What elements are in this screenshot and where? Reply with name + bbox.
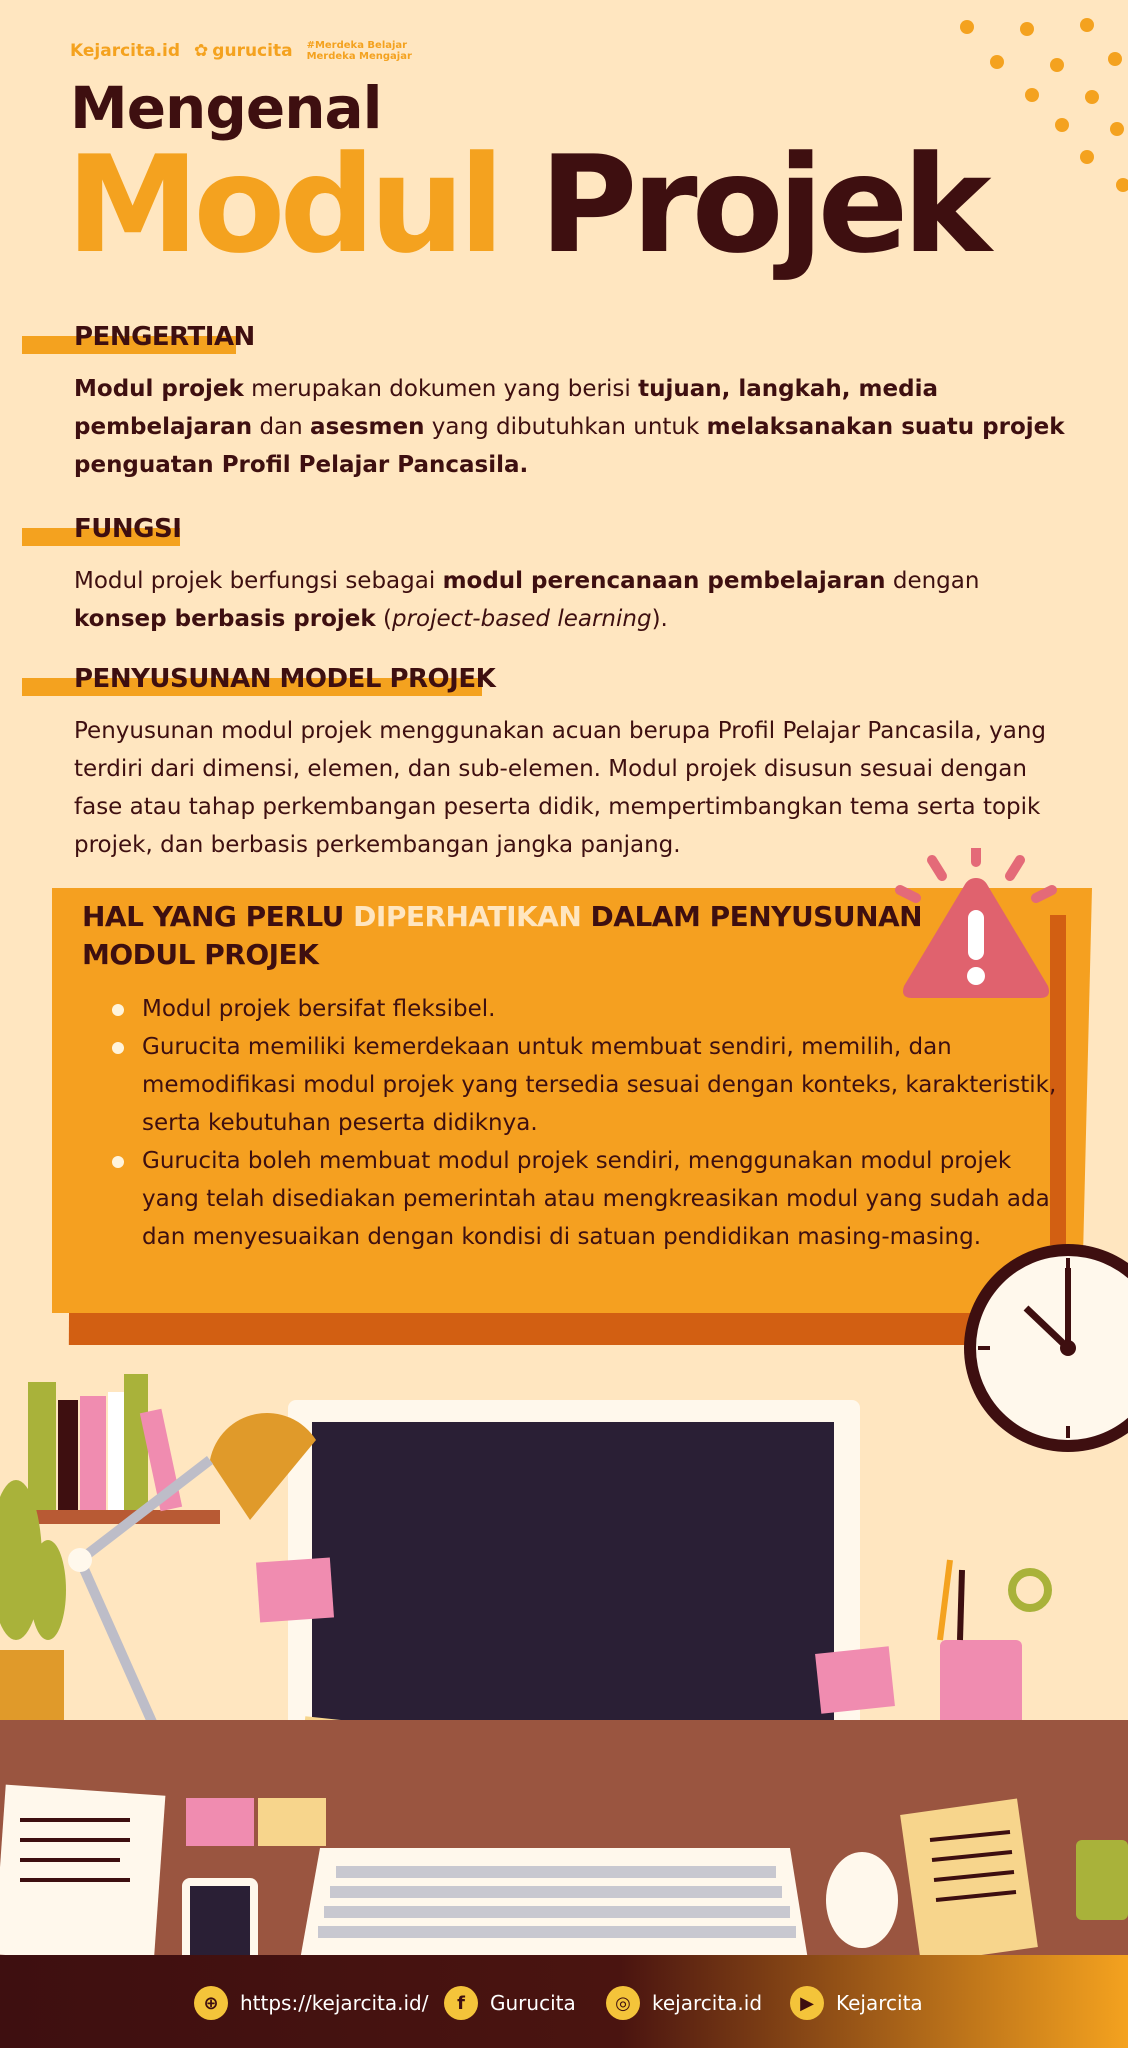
page-title: [66, 127, 986, 283]
warning-icon: [880, 848, 1080, 1008]
title-word-modul: Modul: [66, 127, 499, 283]
title-small: Mengenal: [70, 74, 382, 142]
logo-bar: [70, 40, 412, 62]
footer-instagram-link[interactable]: ◎ kejarcita.id: [606, 1986, 762, 2020]
section-heading-penyusunan: PENYUSUNAN MODEL PROJEK: [74, 664, 496, 694]
instagram-icon: ◎: [606, 1986, 640, 2020]
list-item: Gurucita boleh membuat modul projek sendiri, menggunakan modul projek yang telah disediakan pemerintah atau mengkreasikan modul yang sudah ada dan menyesuaikan dengan kondisi di satuan pendidikan masing-masing.: [110, 1142, 1070, 1256]
section-text-penyusunan: Penyusunan modul projek menggunakan acuan berupa Profil Pelajar Pancasila, yang terdiri dari dimensi, elemen, dan sub-elemen. Modul projek disusun sesuai dengan fase atau tahap perkembangan peserta didik, mempertimbangkan tema serta topik projek, dan berbasis perkembangan jangka panjang.: [74, 718, 1047, 858]
title-word-projek: Projek: [539, 127, 986, 283]
kejarcita-logo: Kejarcita.id: [70, 41, 181, 61]
desk-scene-illustration: [0, 1370, 1128, 1960]
section-heading-fungsi: FUNGSI: [74, 514, 182, 544]
notice-list: [110, 990, 1070, 1256]
section-text-pengertian: Modul projek merupakan dokumen yang berisi tujuan, langkah, media pembelajaran dan asesmen yang dibutuhkan untuk melaksanakan suatu projek penguatan Profil Pelajar Pancasila.: [74, 376, 1065, 478]
list-item: Gurucita memiliki kemerdekaan untuk membuat sendiri, memilih, dan memodifikasi modul projek yang tersedia sesuai dengan konteks, karakteristik, serta kebutuhan peserta didiknya.: [110, 1028, 1070, 1142]
gurucita-logo: ✿ gurucita: [194, 41, 293, 61]
globe-icon: ⊕: [194, 1986, 228, 2020]
footer-youtube-link[interactable]: ▶ Kejarcita: [790, 1986, 923, 2020]
footer-facebook-link[interactable]: f Gurucita: [444, 1986, 576, 2020]
section-text-fungsi: Modul projek berfungsi sebagai modul perencanaan pembelajaran dengan konsep berbasis projek (project-based learning).: [74, 568, 980, 632]
youtube-icon: ▶: [790, 1986, 824, 2020]
facebook-icon: f: [444, 1986, 478, 2020]
footer-website-link[interactable]: ⊕ https://kejarcita.id/: [194, 1986, 428, 2020]
merdeka-tagline: #Merdeka Belajar Merdeka Mengajar: [306, 40, 412, 62]
notice-title: HAL YANG PERLU DIPERHATIKAN DALAM PENYUSUNAN MODUL PROJEK: [82, 900, 923, 971]
list-item: Modul projek bersifat fleksibel.: [110, 990, 1070, 1028]
section-heading-pengertian: PENGERTIAN: [74, 322, 255, 352]
